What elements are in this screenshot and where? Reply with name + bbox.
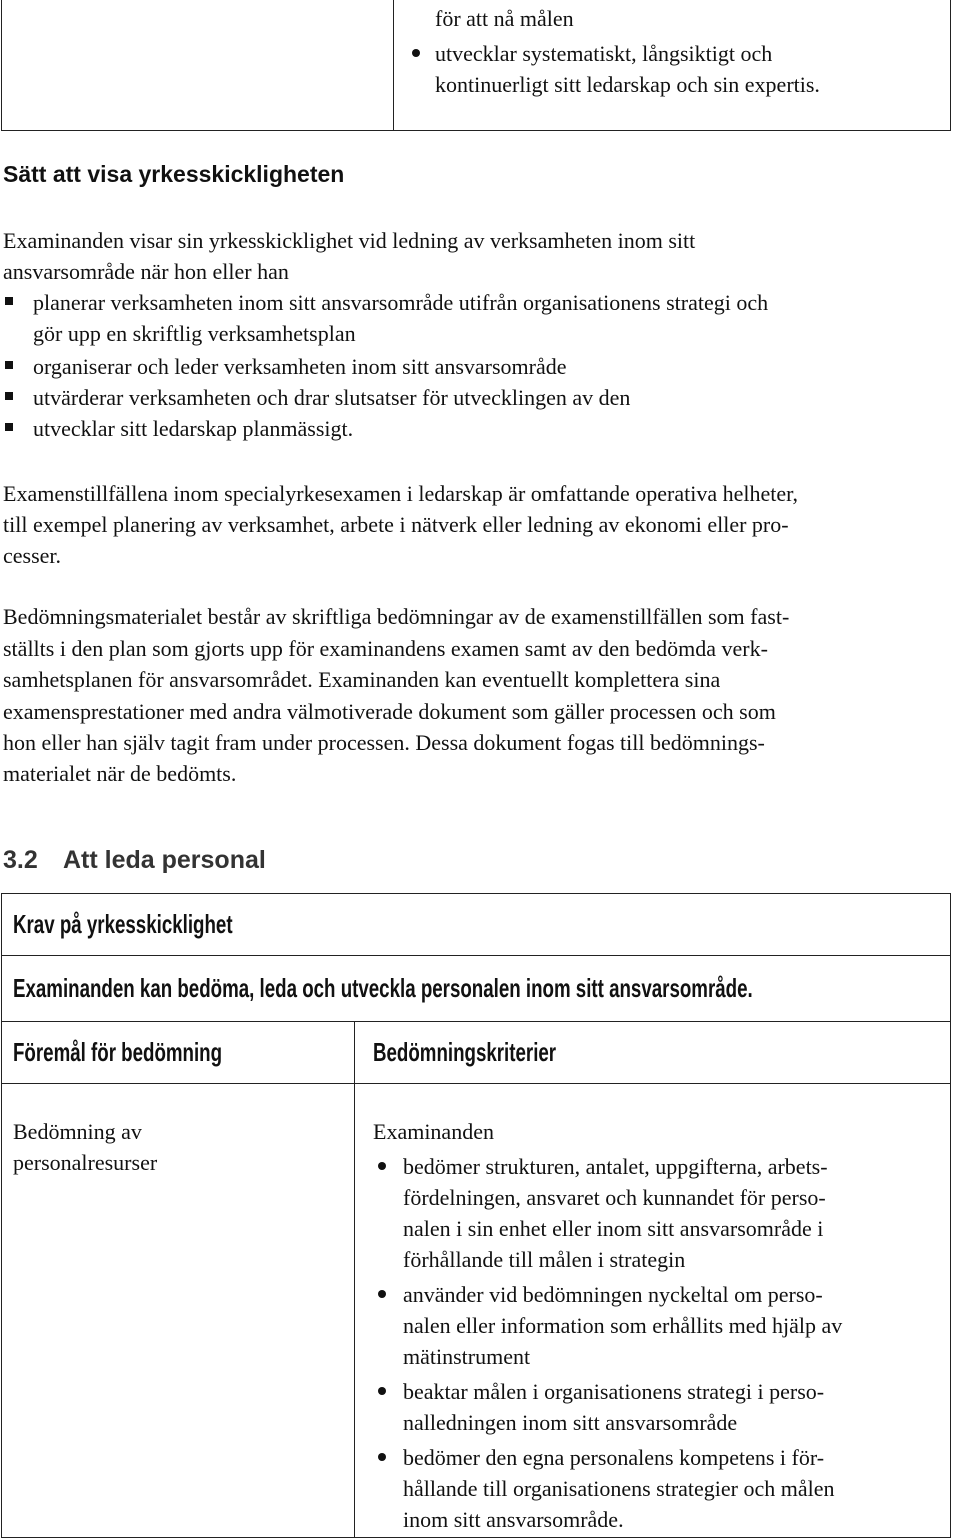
criteria-item: använder vid bedömningen nyckeltal om perso- bbox=[403, 1282, 823, 1307]
paragraph-line: Bedömningsmaterialet består av skriftliga bedömningar av de examenstillfällen som fast- bbox=[3, 604, 790, 629]
bullet-dot-icon bbox=[378, 1387, 386, 1395]
assessment-object: Bedömning av bbox=[13, 1119, 142, 1144]
table-column-divider bbox=[393, 0, 394, 130]
paragraph-line: examensprestationer med andra välmotiverade dokument som gäller processen och som bbox=[3, 699, 776, 724]
criteria-bullet-line: kontinuerligt sitt ledarskap och sin expertis. bbox=[435, 72, 820, 97]
assessment-object: personalresurser bbox=[13, 1150, 158, 1175]
requirement-statement: Examinanden kan bedöma, leda och utveckla personalen inom sitt ansvarsområde. bbox=[13, 973, 753, 1003]
criteria-item: beaktar målen i organisationens strategi i perso- bbox=[403, 1379, 825, 1404]
intro-text: ansvarsområde när hon eller han bbox=[3, 259, 289, 284]
paragraph-line: ställts i den plan som gjorts upp för examinandens examen samt av den bedömda verk- bbox=[3, 636, 768, 661]
bullet-dot-icon bbox=[412, 49, 420, 57]
intro-text: Examinanden visar sin yrkesskicklighet vid ledning av verksamheten inom sitt bbox=[3, 228, 696, 253]
bullet-dot-icon bbox=[378, 1162, 386, 1170]
list-item: planerar verksamheten inom sitt ansvarsområde utifrån organisationens strategi och bbox=[33, 290, 769, 315]
table-column-divider bbox=[354, 1021, 355, 1537]
paragraph-line: Examenstillfällena inom specialyrkesexamen i ledarskap är omfattande operativa helheter, bbox=[3, 481, 799, 506]
bullet-dot-icon bbox=[378, 1290, 386, 1298]
criteria-item: mätinstrument bbox=[403, 1344, 531, 1369]
paragraph-line: materialet när de bedömts. bbox=[3, 761, 237, 786]
list-item: gör upp en skriftlig verksamhetsplan bbox=[33, 321, 356, 346]
criteria-item: fördelningen, ansvaret och kunnandet för perso- bbox=[403, 1185, 826, 1210]
column-header-criteria: Bedömningskriterier bbox=[373, 1037, 557, 1067]
list-item: utvärderar verksamheten och drar slutsatser för utvecklingen av den bbox=[33, 385, 631, 410]
criteria-item: inom sitt ansvarsområde. bbox=[403, 1507, 624, 1532]
criteria-item: nalledningen inom sitt ansvarsområde bbox=[403, 1410, 738, 1435]
criteria-item: nalen eller information som erhållits med hjälp av bbox=[403, 1313, 843, 1338]
list-item: organiserar och leder verksamheten inom sitt ansvarsområde bbox=[33, 354, 567, 379]
criteria-item: hållande till organisationens strategier och målen bbox=[403, 1476, 835, 1501]
criteria-intro: Examinanden bbox=[373, 1119, 494, 1144]
criteria-continuation: för att nå målen bbox=[435, 6, 574, 31]
paragraph-line: cesser. bbox=[3, 543, 62, 568]
section-title: Att leda personal bbox=[63, 846, 266, 874]
criteria-item: bedömer strukturen, antalet, uppgifterna, arbets- bbox=[403, 1154, 828, 1179]
paragraph-line: till exempel planering av verksamhet, arbete i nätverk eller ledning av ekonomi eller pro- bbox=[3, 512, 789, 537]
table-row-divider bbox=[2, 955, 950, 956]
bullet-dot-icon bbox=[378, 1453, 386, 1461]
section-number: 3.2 bbox=[3, 846, 38, 874]
square-bullet-icon bbox=[5, 392, 13, 400]
square-bullet-icon bbox=[5, 361, 13, 369]
square-bullet-icon bbox=[5, 423, 13, 431]
square-bullet-icon bbox=[5, 297, 13, 305]
criteria-item: bedömer den egna personalens kompetens i för- bbox=[403, 1445, 825, 1470]
requirement-heading: Krav på yrkesskicklighet bbox=[13, 909, 233, 939]
paragraph-line: samhetsplanen för ansvarsområdet. Examinanden kan eventuellt komplettera sina bbox=[3, 667, 721, 692]
criteria-item: nalen i sin enhet eller inom sitt ansvarsområde i bbox=[403, 1216, 824, 1241]
column-header-object: Föremål för bedömning bbox=[13, 1037, 223, 1067]
table-row-divider bbox=[2, 1083, 950, 1084]
table-row-divider bbox=[2, 1021, 950, 1022]
criteria-item: förhållande till målen i strategin bbox=[403, 1247, 686, 1272]
section-heading: Sätt att visa yrkesskickligheten bbox=[3, 161, 345, 187]
list-item: utvecklar sitt ledarskap planmässigt. bbox=[33, 416, 354, 441]
paragraph-line: hon eller han själv tagit fram under processen. Dessa dokument fogas till bedömnings- bbox=[3, 730, 765, 755]
criteria-bullet-line: utvecklar systematiskt, långsiktigt och bbox=[435, 41, 773, 66]
